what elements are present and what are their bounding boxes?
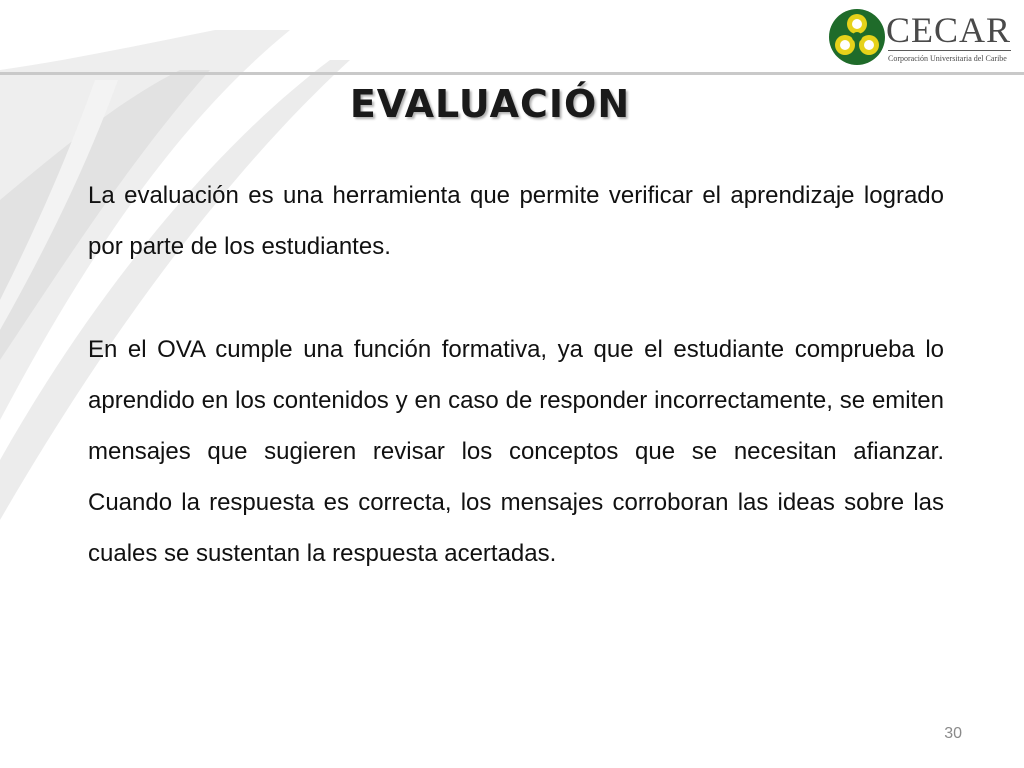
- logo-rule: [888, 50, 1011, 51]
- cecar-logo-icon: [828, 8, 886, 66]
- header-divider: [0, 72, 1024, 75]
- logo-subtitle: Corporación Universitaria del Caribe: [888, 54, 1007, 63]
- slide-body: [88, 170, 944, 631]
- slide-title: EVALUACIÓN: [349, 82, 631, 126]
- paragraph-definition: La evaluación es una herramienta que permite verificar el aprendizaje logrado por parte de los estudiantes.: [88, 182, 944, 260]
- cecar-logo: [828, 8, 1014, 66]
- paragraph-ova-function: En el OVA cumple una función formativa, ya que el estudiante comprueba lo aprendido en los contenidos y en caso de responder incorrectamente, se emiten mensajes que sugieren revisar los conceptos que se necesitan afianzar. Cuando la respuesta es correcta, los mensajes corroboran las ideas sobre las cuales se sustentan la respuesta acertadas.: [88, 336, 944, 567]
- page-number: 30: [944, 725, 962, 742]
- logo-wordmark: CECAR: [886, 10, 1012, 50]
